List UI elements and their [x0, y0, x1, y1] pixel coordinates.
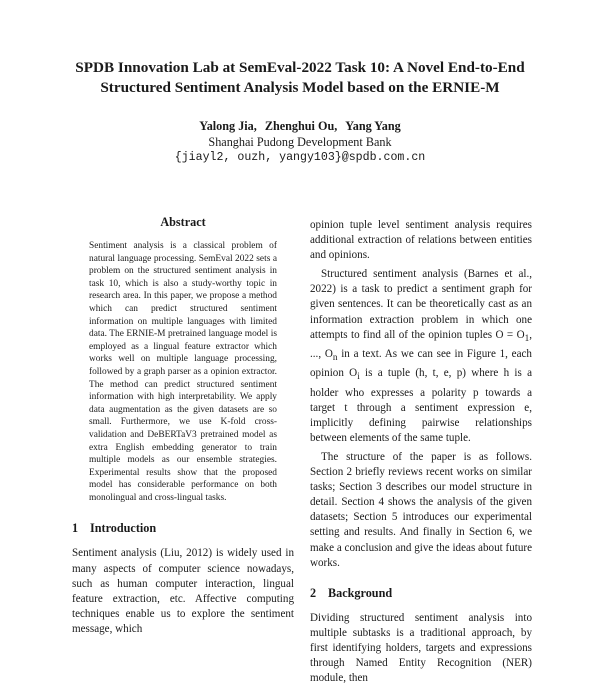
p3-sub-1: 1	[524, 333, 530, 344]
affiliation: Shanghai Pudong Development Bank	[208, 135, 392, 149]
left-column	[72, 212, 294, 637]
section-title: Background	[328, 585, 393, 600]
intro-paragraph-1: Sentiment analysis (Liu, 2012) is widely used in many aspects of computer science nowadays, such as human computer interaction, lingual feature extraction, etc. Affective computing techniques enable us to explore the sentiment message, which	[72, 547, 294, 635]
title-line-1: SPDB Innovation Lab at SemEval-2022 Task 10: A Novel End-to-End	[75, 59, 525, 76]
intro-paragraph-2: opinion tuple level sentiment analysis requires additional extraction of relations between entities and opinions.	[310, 219, 532, 262]
p3-sub-i: i	[357, 372, 360, 383]
p3-part-d: is a tuple (h, t, e, p) where h is a holder who expresses a polarity p towards a target t through a sentiment expression e, implicitly defining pairwise relationships between elements of the same tuple.	[310, 367, 533, 444]
author-2: Zhenghui Ou,	[264, 119, 338, 133]
intro-paragraph-4: The structure of the paper is as follows. Section 2 briefly reviews recent works on similar tasks; Section 3 describes our model structure in detail. Section 4 shows the analysis of the given datasets; Section 5 introduces our experimental setting and results. And finally in Section 6, we make a conclusion and give the ideas about future works.	[310, 450, 532, 569]
author-3: Yang Yang	[345, 119, 401, 133]
author-block	[40, 118, 560, 166]
right-column	[310, 212, 532, 686]
section-title: Introduction	[90, 521, 157, 536]
section-number: 2	[310, 585, 317, 600]
section-heading-introduction	[72, 520, 294, 536]
paper-title	[40, 58, 560, 98]
author-1: Yalong Jia,	[199, 119, 257, 133]
author-names	[40, 118, 560, 134]
p3-part-c: in a text. As we can see in Figure 1, each opinion O	[310, 347, 532, 380]
p3-part-a: Structured sentiment analysis (Barnes et al., 2022) is a task to predict a sentiment graph for given sentences. It can be theoretically cast as an information extraction problem in which one attempts to find all of the opinion tuples O = O	[310, 268, 532, 341]
section-heading-background	[310, 585, 532, 601]
intro-paragraph-3	[310, 267, 532, 446]
email: {jiayl2, ouzh, yangy103}@spdb.com.cn	[174, 151, 426, 164]
background-paragraph-1: Dividing structured sentiment analysis into multiple subtasks is a traditional approach, by first identifying holders, targets and expressions through Named Entity Recognition (NER) module, then	[310, 611, 532, 685]
abstract-text: Sentiment analysis is a classical problem of natural language processing. SemEval 2022 sets a problem on the structured sentiment analysis in task 10, which is also a study-worthy topic in research area. In this paper, we propose a method which can predict structured sentiment information on multiple languages with limited data. The ERNIE-M pretrained language model is employed as a lingual feature extractor which works well on multiple language processing, followed by a graph parser as a opinion extractor. The method can predict structured sentiment information with high interpretability. We apply data augmentation as the given datasets are so small. Furthermore, we use K-fold cross-validation and DeBERTaV3 pretrained model as extra English embedding generator to train multiple models as our ensemble strategies. Experimental results show that the proposed model has considerable performance on both monolingual and cross-lingual tasks.	[89, 241, 277, 503]
p3-sub-n: n	[332, 353, 338, 364]
section-number: 1	[72, 521, 79, 536]
title-line-2: Structured Sentiment Analysis Model based on the ERNIE-M	[100, 79, 500, 96]
p3-part-b: , ..., O	[310, 328, 532, 360]
abstract-heading: Abstract	[160, 215, 206, 229]
